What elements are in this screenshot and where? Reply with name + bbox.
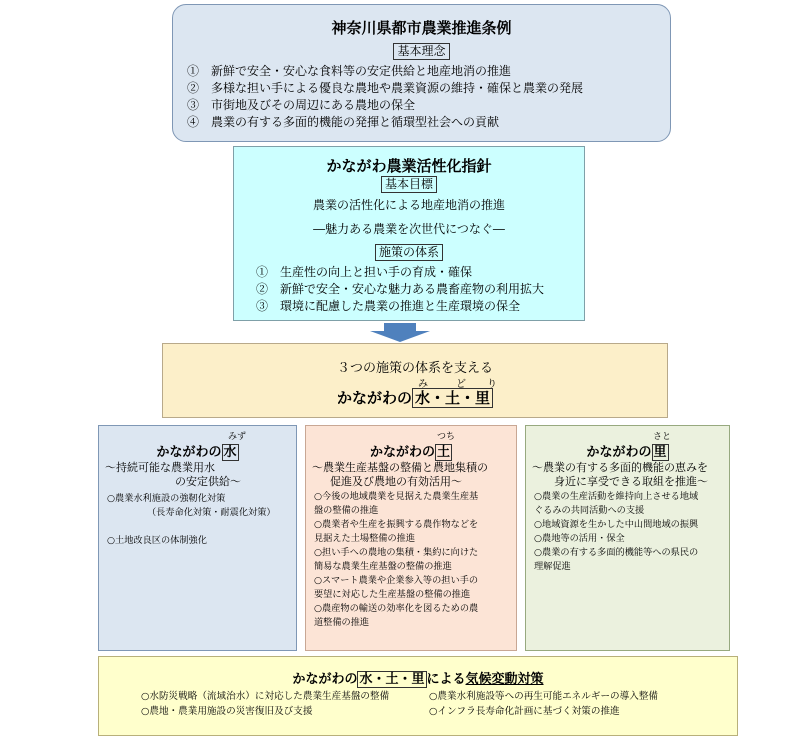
list-item: ぐるみの共同活動への支援 [534,505,645,516]
soil-list [314,490,510,630]
list-item: ② 新鮮で安全・安心な魅力ある農畜産物の利用拡大 [256,282,545,296]
support-emphasis: 水・土・里 [412,388,493,408]
list-item: ② 多様な担い手による優良な農地や農業資源の維持・確保と農業の発展 [187,81,584,95]
soil-tagline: ～農業生産基盤の整備と農地集積の [312,461,488,474]
village-ruby: さと [653,432,672,442]
ruby-ri: り [487,379,497,390]
list-item: ○農地等の活用・保全 [534,533,625,544]
system-label: 施策の体系 [375,244,443,261]
climate-list-right [429,689,658,719]
support-heading: かながわの 水・土・里 [163,387,667,408]
policy-title: かながわ農業活性化指針 [326,157,492,175]
list-item: ○農業者や生産を振興する農作物などを [314,519,479,530]
list-item: ○地域資源を生かした中山間地域の振興 [534,519,699,530]
ruby-do: ど [456,379,466,390]
goal-line: 農業の活性化による地産地消の推進 [312,198,505,212]
list-item: ○農業の生産活動を維持向上させる地域 [534,491,699,502]
soil-ruby: つち [437,432,456,442]
ordinance-title: 神奈川県都市農業推進条例 [331,19,512,37]
list-item: ○農産物の輸送の効率化を図るための農 [314,603,479,614]
support-box [162,343,668,418]
list-item: ○農業水利施設の強靭化対策 [107,493,226,504]
climate-list-left [141,689,389,719]
climate-box [98,656,738,736]
water-list [107,492,290,548]
water-tagline: ～持続可能な農業用水 [105,461,215,474]
water-ruby: みず [228,432,247,442]
list-item: ○土地改良区の体制強化 [107,535,207,546]
list-item: （長寿命化対策・耐震化対策） [147,507,276,518]
policy-box [233,146,585,321]
list-item: ③ 環境に配慮した農業の推進と生産環境の保全 [256,299,521,313]
water-panel [98,425,297,651]
soil-tagline: 促進及び農地の有効活用～ [330,475,462,488]
list-item: ○農業の有する多面的機能等への県民の [534,547,699,558]
list-item: ① 生産性の向上と担い手の育成・確保 [256,265,473,279]
list-item: ① 新鮮で安全・安心な食料等の安定供給と地産地消の推進 [187,64,512,78]
list-item: 道整備の推進 [314,617,370,628]
water-tagline: の安定供給～ [175,475,241,488]
goal-label: 基本目標 [381,176,437,193]
ordinance-box [172,4,671,142]
list-item: 要望に対応した生産基盤の整備の推進 [314,589,471,600]
climate-title: かながわの 水・土・里 による気候変動対策 [292,672,544,687]
list-item: 理解促進 [534,561,571,572]
water-title: かながわの 水 [156,445,237,460]
list-item: ○農地・農業用施設の災害復旧及び支援 [141,706,313,717]
village-tagline: 身近に享受できる取組を推進～ [554,475,708,488]
list-item: 見据えた土場整備の推進 [314,533,416,544]
policy-list [256,264,544,315]
list-item: ○今後の地域農業を見据えた農業生産基 [314,491,479,502]
list-item: ○担い手への農地の集積・集約に向けた [314,547,479,558]
principle-label: 基本理念 [393,43,449,60]
list-item: ④ 農業の有する多面的機能の発揮と循環型社会への貢献 [187,115,500,129]
list-item: 簡易な農業生産基盤の整備の推進 [314,561,452,572]
list-item: ○インフラ長寿命化計画に基づく対策の推進 [429,706,620,717]
village-list [534,490,723,574]
soil-title: かながわの 土 [369,445,451,460]
goal-slogan: ―魅力ある農業を次世代につなぐ― [313,222,505,236]
list-item: ○農業水利施設等への再生可能エネルギーの導入整備 [429,691,659,702]
down-arrow-icon [370,323,430,342]
list-item: ③ 市街地及びその周辺にある農地の保全 [187,98,416,112]
list-item: 盤の整備の推進 [314,505,379,516]
ordinance-list [187,63,583,131]
village-tagline: ～農業の有する多面的機能の恵みを [532,461,708,474]
support-lead: ３つの施策の体系を支える [336,361,493,376]
village-panel [525,425,730,651]
ruby-mi: み [418,379,428,390]
village-title: かながわの 里 [586,445,667,460]
list-item: ○水防災戦略（流域治水）に対応した農業生産基盤の整備 [141,691,390,702]
list-item: ○スマート農業や企業参入等の担い手の [314,575,479,586]
soil-panel [305,425,517,651]
